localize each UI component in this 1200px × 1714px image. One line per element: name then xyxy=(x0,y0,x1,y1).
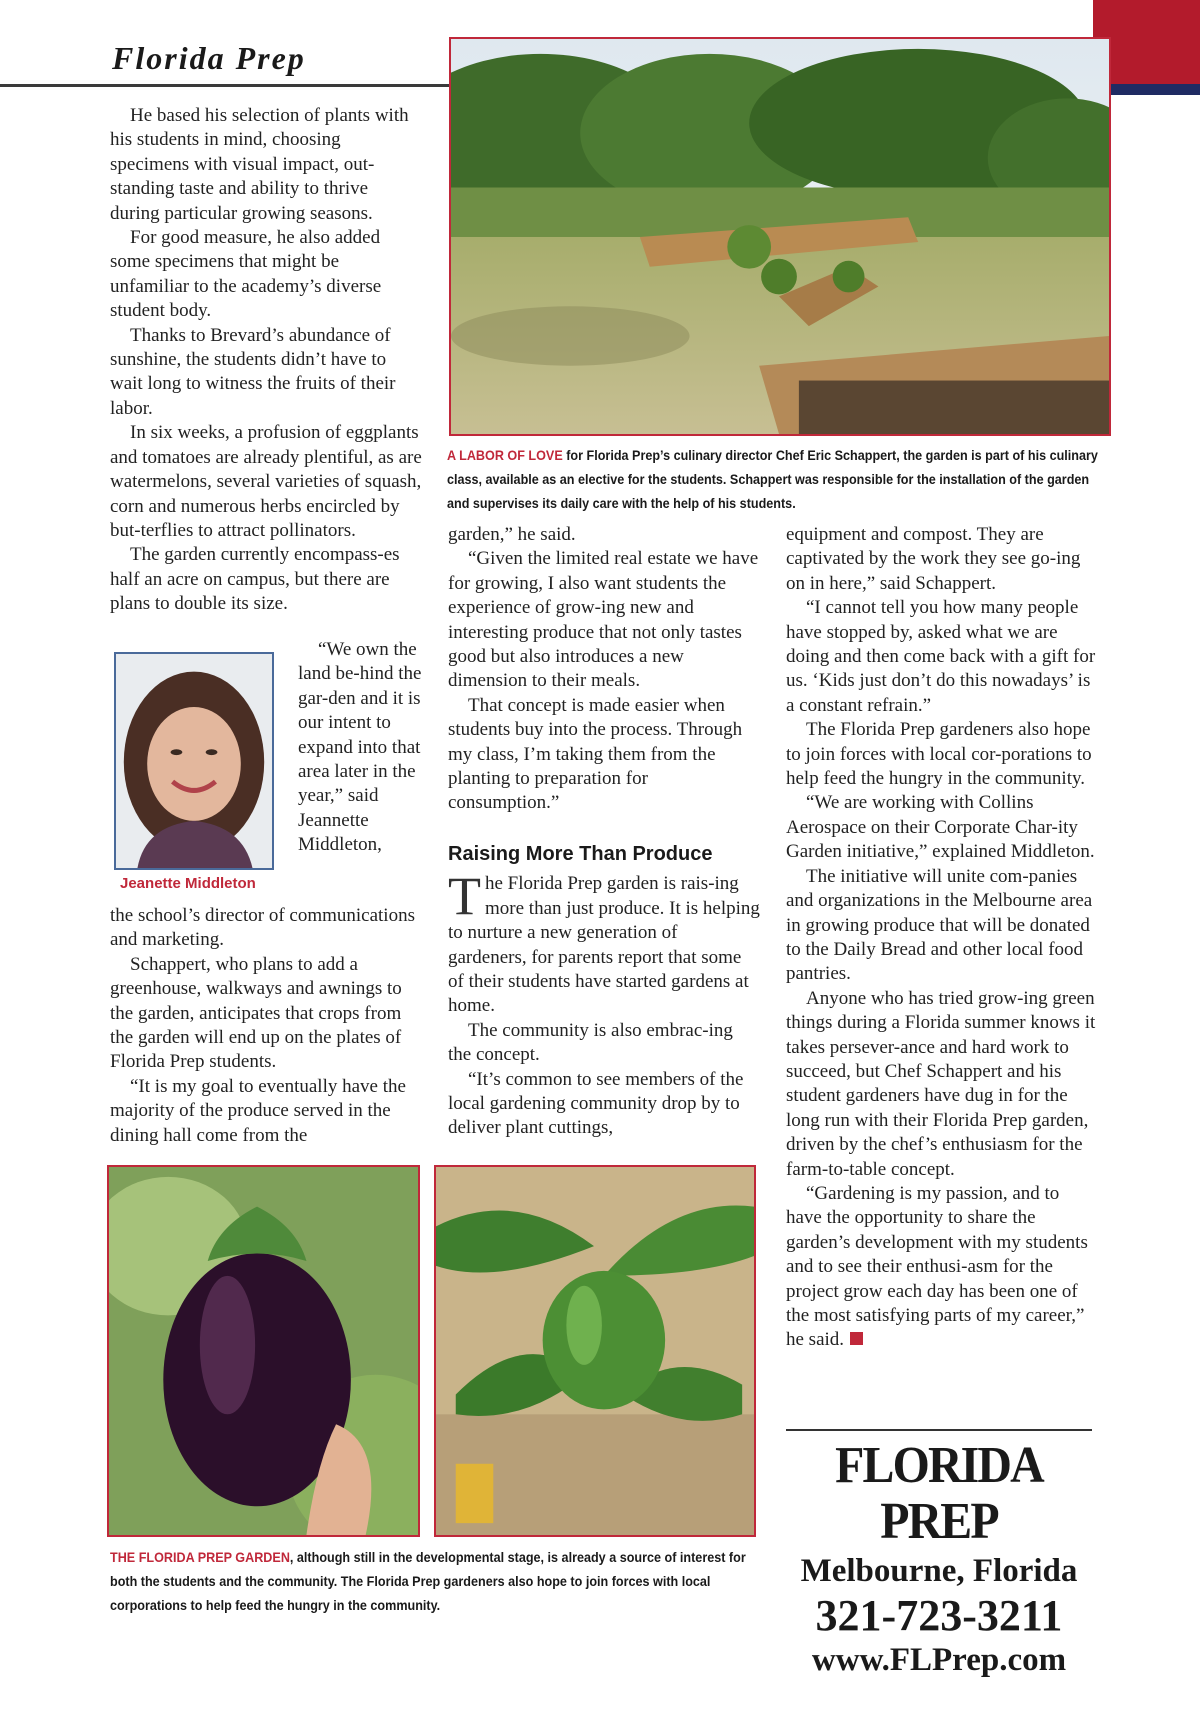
caption-text: for Florida Prep’s culinary director Chef Eric Schappert, the garden is part of his culinary class, available as an elective for the students. Schappert was responsible for the installation of the garden and supervises its daily care with the help of his students. xyxy=(447,447,1098,511)
paragraph: the school’s director of communications and marketing. xyxy=(110,905,415,951)
paragraph: “I cannot tell you how many people have stopped by, asked what we are doing and then come back with a gift for us. ‘Kids just don’t do this nowadays’ is a constant refrain.” xyxy=(786,597,1096,716)
school-ad xyxy=(782,1438,1096,1680)
paragraph: “We are working with Collins Aerospace on their Corporate Char-ity Garden initiative,” explained Middleton. xyxy=(786,792,1095,863)
ad-rule xyxy=(786,1429,1092,1431)
paragraph: The initiative will unite com-panies and organizations in the Melbourne area in growing produce that will be donated to the Daily Bread and other local food pantries. xyxy=(786,865,1093,985)
article-column-3 xyxy=(786,523,1096,1353)
paragraph: He based his selection of plants with his students in mind, choosing specimens with visual impact, out-standing taste and ability to thrive during particular growing seasons. xyxy=(110,105,409,224)
paragraph: In six weeks, a profusion of eggplants and tomatoes are already plentiful, as are watermelons, several varieties of squash, corn and numerous herbs encircled by but-terflies to attract pollinators. xyxy=(110,422,422,541)
ad-school-name: FLORIDA PREP xyxy=(835,1437,1043,1550)
article-column-1 xyxy=(110,104,422,617)
portrait-caption: Jeanette Middleton xyxy=(120,875,256,892)
ad-website: www.FLPrep.com xyxy=(811,1642,1067,1678)
garden-photo-caption xyxy=(447,443,1106,515)
dropcap-text: he Florida Prep garden is rais-ing more than just produce. It is helping to nurture a new generation of gardeners, for parents report that some of their students have started gardens at home. xyxy=(448,873,760,1017)
paragraph: That concept is made easier when students buy into the process. Through my class, I’m taking them from the planting to preparation for consumption.” xyxy=(448,694,743,814)
drop-cap: T xyxy=(448,866,481,927)
paragraph: “We own the land be-hind the gar-den and it is our intent to expand into that area later in the year,” said Jeannette Middleton, xyxy=(298,639,422,856)
paragraph: equipment and compost. They are captivated by the work they see go-ing on in here,” said Schappert. xyxy=(786,524,1081,594)
header-rule xyxy=(0,84,452,87)
caption-lead: THE FLORIDA PREP GARDEN xyxy=(110,1549,290,1565)
paragraph: “It is my goal to eventually have the majority of the produce served in the dining hall come from the xyxy=(110,1075,406,1146)
article-column-2 xyxy=(448,523,760,1141)
end-mark xyxy=(850,1332,863,1345)
page-title: Florida Prep xyxy=(112,40,306,76)
final-text: “Gardening is my passion, and to have the opportunity to share the garden’s development with my students and to see their enthusi-asm for the project grow each day has been one of the most satisfying parts of my career,” he said. xyxy=(786,1182,1088,1351)
paragraph-dropcap xyxy=(448,866,760,1018)
caption-lead: A LABOR OF LOVE xyxy=(447,447,563,463)
portrait-photo xyxy=(114,652,274,870)
paragraph: Schappert, who plans to add a greenhouse, walkways and awnings to the garden, anticipates that crops from the garden will end up on the plates of Florida Prep students. xyxy=(110,953,402,1073)
paragraph: Anyone who has tried grow-ing green things during a Florida summer knows it takes persever-ance and hard work to succeed, but Chef Schappert and his student gardeners have dug in for the long run with their Florida Prep garden, driven by the chef’s enthusiasm for the farm-to-table concept. xyxy=(786,987,1096,1180)
ad-city: Melbourne, Florida xyxy=(800,1553,1078,1589)
paragraph: “It’s common to see members of the local gardening community drop by to deliver plant cuttings, xyxy=(448,1068,744,1139)
article-column-1-continued xyxy=(110,904,422,1148)
paragraph: The Florida Prep gardeners also hope to join forces with local cor-porations to help feed the hungry in the community. xyxy=(786,719,1092,790)
section-subhead: Raising More Than Produce xyxy=(448,842,713,865)
produce-photo-caption xyxy=(110,1545,764,1617)
paragraph: Thanks to Brevard’s abundance of sunshine, the students didn’t have to wait long to witness the fruits of their labor. xyxy=(110,324,396,419)
paragraph: garden,” he said. xyxy=(448,524,576,545)
caption-text: , although still in the developmental stage, is already a source of interest for both the students and the community. The Florida Prep gardeners also hope to join forces with local corporations to help feed the hungry in the community. xyxy=(110,1549,746,1613)
paragraph: The community is also embrac-ing the concept. xyxy=(448,1019,733,1066)
paragraph: “Given the limited real estate we have for growing, I also want students the experience of grow-ing new and interesting produce that not only tastes good but also introduces a new dimension to their meals. xyxy=(448,548,759,692)
wrap-quote xyxy=(298,638,428,858)
paragraph: The garden currently encompass-es half an acre on campus, but there are plans to double its size. xyxy=(110,544,400,615)
eggplant-photo xyxy=(107,1165,420,1537)
paragraph-final xyxy=(786,1182,1096,1353)
paragraph: For good measure, he also added some specimens that might be unfamiliar to the academy’s diverse student body. xyxy=(110,227,382,322)
garden-photo xyxy=(449,37,1111,436)
ad-phone: 321-723-3211 xyxy=(815,1591,1063,1640)
pepper-photo xyxy=(434,1165,756,1537)
